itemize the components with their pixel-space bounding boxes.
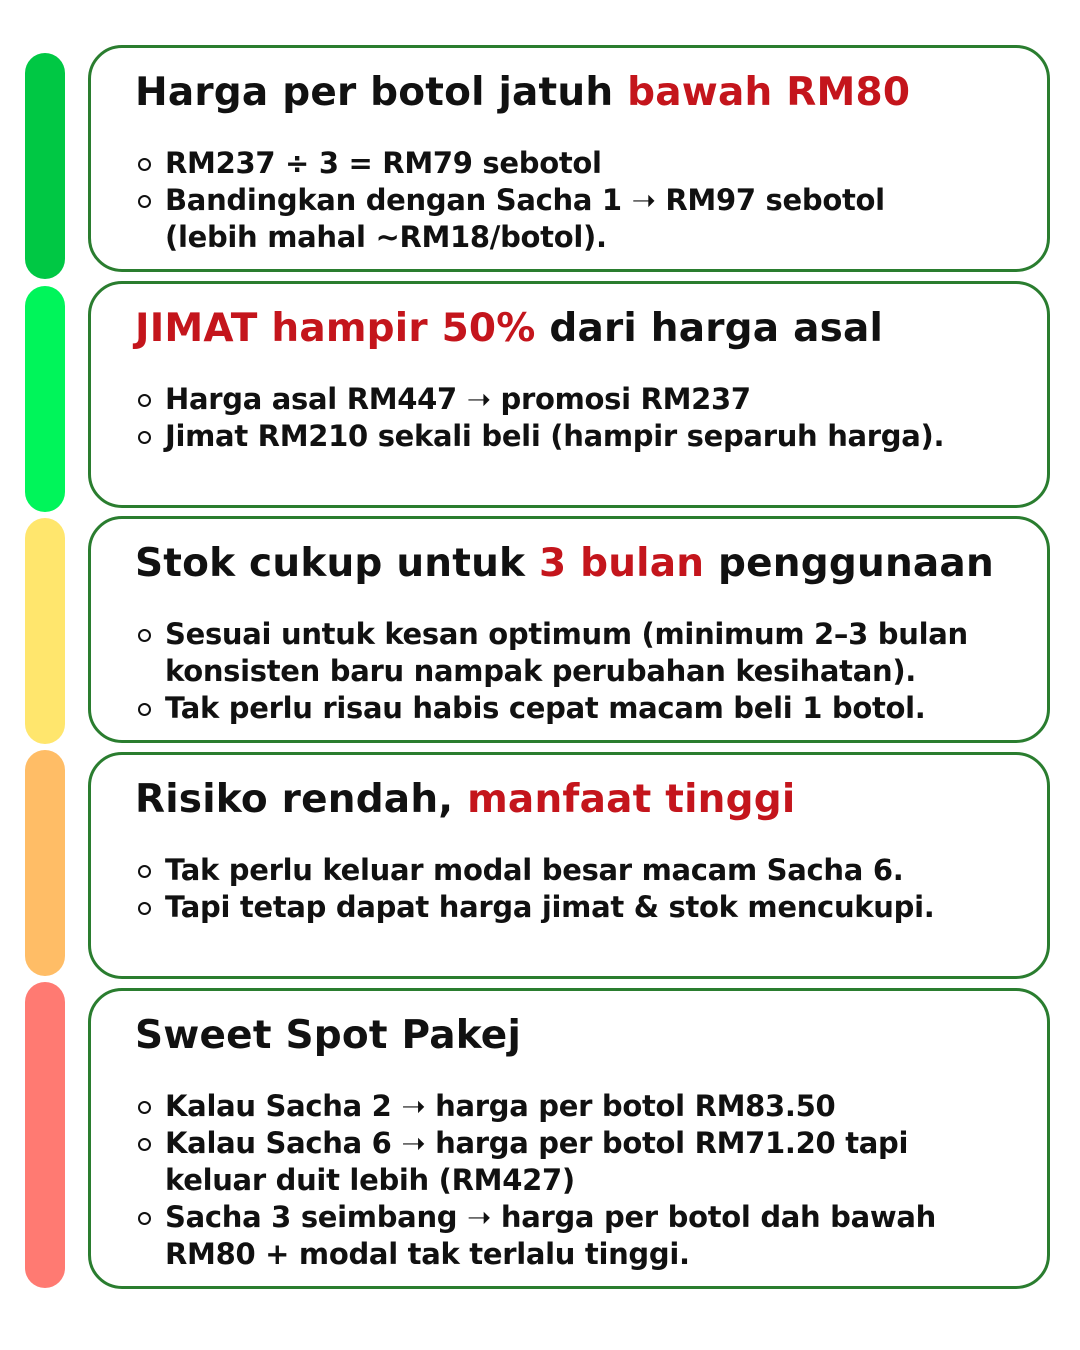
info-card-risk (88, 752, 1050, 979)
info-card-sweet-spot (88, 988, 1050, 1289)
card-title (135, 72, 910, 115)
bullet-circle-icon (138, 703, 151, 716)
list-item-text: Tak perlu keluar modal besar macam Sacha 6. (165, 853, 904, 887)
side-bar-3 (25, 518, 65, 744)
card-title-highlight: bawah RM80 (627, 70, 911, 115)
card-title-highlight: 3 bulan (538, 541, 705, 586)
card-title (135, 779, 795, 822)
bullet-circle-icon (138, 1212, 151, 1225)
card-title (135, 308, 883, 351)
list-item (135, 1199, 975, 1273)
list-item (135, 182, 975, 256)
list-item-text: Tak perlu risau habis cepat macam beli 1 botol. (165, 691, 926, 725)
card-title (135, 543, 994, 586)
list-item (135, 889, 1027, 926)
list-item (135, 1088, 975, 1125)
bullet-circle-icon (138, 431, 151, 444)
bullet-list (135, 852, 1027, 926)
card-title-highlight: manfaat tinggi (467, 777, 796, 822)
list-item-text: Sesuai untuk kesan optimum (minimum 2–3 bulan konsisten baru nampak perubahan kesihatan). (165, 617, 968, 688)
card-title-text: Sweet Spot Pakej (135, 1013, 522, 1058)
list-item-text: Jimat RM210 sekali beli (hampir separuh harga). (165, 419, 945, 453)
bullet-list (135, 616, 1027, 727)
list-item (135, 145, 975, 182)
card-title-text-after: penggunaan (704, 541, 994, 586)
bullet-circle-icon (138, 1138, 151, 1151)
list-item-text: Sacha 3 seimbang ➝ harga per botol dah bawah RM80 + modal tak terlalu tinggi. (165, 1200, 937, 1271)
info-card-price-per-bottle (88, 45, 1050, 272)
list-item-text: RM237 ÷ 3 = RM79 sebotol (165, 146, 602, 180)
info-card-savings (88, 281, 1050, 508)
bullet-circle-icon (138, 1101, 151, 1114)
list-item (135, 381, 1027, 418)
card-title-text: Risiko rendah, (135, 777, 468, 822)
list-item-text: Kalau Sacha 2 ➝ harga per botol RM83.50 (165, 1089, 836, 1123)
bullet-circle-icon (138, 158, 151, 171)
list-item (135, 418, 1027, 455)
card-title-text: Stok cukup untuk (135, 541, 539, 586)
list-item-text: Harga asal RM447 ➝ promosi RM237 (165, 382, 751, 416)
bullet-list (135, 381, 1027, 455)
bullet-list (135, 1088, 975, 1273)
list-item-text: Tapi tetap dapat harga jimat & stok mencukupi. (165, 890, 935, 924)
card-title (135, 1015, 521, 1058)
bullet-list (135, 145, 975, 256)
bullet-circle-icon (138, 629, 151, 642)
side-bar-2 (25, 286, 65, 512)
list-item-text: Kalau Sacha 6 ➝ harga per botol RM71.20 tapi keluar duit lebih (RM427) (165, 1126, 909, 1197)
info-card-stock (88, 516, 1050, 743)
bullet-circle-icon (138, 865, 151, 878)
list-item (135, 1125, 975, 1199)
side-bar-1 (25, 53, 65, 279)
side-bar-5 (25, 982, 65, 1288)
list-item (135, 616, 1027, 690)
list-item (135, 690, 1027, 727)
bullet-circle-icon (138, 394, 151, 407)
list-item-text: Bandingkan dengan Sacha 1 ➝ RM97 sebotol (lebih mahal ~RM18/botol). (165, 183, 885, 254)
card-title-text: Harga per botol jatuh (135, 70, 628, 115)
bullet-circle-icon (138, 195, 151, 208)
card-title-text-after: dari harga asal (535, 306, 884, 351)
bullet-circle-icon (138, 902, 151, 915)
card-title-highlight: JIMAT hampir 50% (135, 306, 536, 351)
list-item (135, 852, 1027, 889)
side-bar-4 (25, 750, 65, 976)
